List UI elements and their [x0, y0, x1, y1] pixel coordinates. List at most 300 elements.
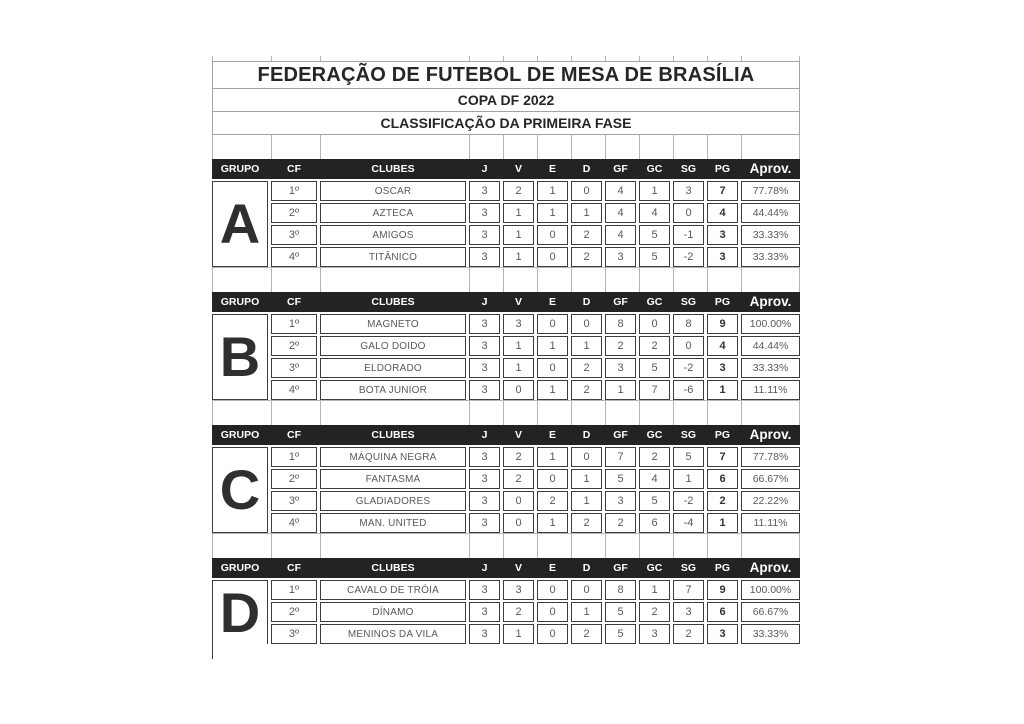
cell-gf: 3	[605, 247, 636, 267]
cell-gc: 3	[639, 624, 670, 644]
cell-gf: 1	[605, 380, 636, 400]
cell-v: 2	[503, 469, 534, 489]
col-header-aprov: Aprov.	[749, 294, 792, 309]
cell-cf: 4º	[271, 247, 317, 267]
cell-aprov: 77.78%	[741, 181, 800, 201]
cell-clube: OSCAR	[320, 181, 466, 201]
cell-gf: 3	[605, 358, 636, 378]
col-header-gc: GC	[646, 429, 663, 441]
cell-pg: 7	[707, 181, 738, 201]
gridline-tick	[741, 534, 800, 558]
group-c-header-row	[212, 425, 800, 445]
cell-gc: 1	[639, 181, 670, 201]
cell-gc: 5	[639, 247, 670, 267]
group-letter: B	[219, 325, 261, 388]
cell-d: 2	[571, 247, 602, 267]
gridline-tick	[469, 135, 500, 159]
cell-v: 3	[503, 314, 534, 334]
gridline-tick	[320, 401, 466, 425]
gridline-tick	[469, 401, 500, 425]
group-c-body	[212, 447, 800, 533]
group-letter: C	[219, 458, 261, 521]
gridline-tick	[707, 135, 738, 159]
cell-gf: 7	[605, 447, 636, 467]
gridline-tick	[212, 56, 268, 61]
cell-sg: -1	[673, 225, 704, 245]
cell-gf: 4	[605, 203, 636, 223]
cell-clube: MAN. UNITED	[320, 513, 466, 533]
cell-cf: 2º	[271, 203, 317, 223]
col-header-v: V	[514, 163, 522, 175]
col-header-d: D	[582, 562, 591, 574]
col-header-d: D	[582, 296, 591, 308]
col-header-v: V	[514, 296, 522, 308]
group-c-table	[212, 425, 800, 533]
col-header-j: J	[481, 163, 488, 175]
col-header-j: J	[481, 429, 488, 441]
cell-sg: -2	[673, 247, 704, 267]
cell-v: 1	[503, 203, 534, 223]
gridline-tick	[503, 268, 534, 292]
col-header-clubes: CLUBES	[371, 562, 415, 574]
cell-cf: 3º	[271, 358, 317, 378]
gridline-tick	[503, 401, 534, 425]
cell-gf: 8	[605, 580, 636, 600]
cell-e: 1	[537, 447, 568, 467]
cell-d: 1	[571, 336, 602, 356]
col-header-pg: PG	[714, 429, 731, 441]
cell-cf: 1º	[271, 447, 317, 467]
page-title: FEDERAÇÃO DE FUTEBOL DE MESA DE BRASÍLIA	[257, 63, 755, 86]
cell-clube: MAGNETO	[320, 314, 466, 334]
col-header-e: E	[548, 429, 556, 441]
group-letter-cell	[212, 580, 268, 644]
cell-gf: 5	[605, 602, 636, 622]
cell-sg: 0	[673, 203, 704, 223]
gridline-tick-row	[212, 267, 800, 292]
cell-d: 1	[571, 491, 602, 511]
gridline-tick-row	[212, 135, 800, 159]
cell-v: 0	[503, 380, 534, 400]
gridline-tick	[271, 135, 317, 159]
cell-clube: CAVALO DE TRÓIA	[320, 580, 466, 600]
page-subtitle-phase: CLASSIFICAÇÃO DA PRIMEIRA FASE	[213, 111, 799, 134]
gridline-tick	[537, 268, 568, 292]
group-a-header-row	[212, 159, 800, 179]
gridline-tick	[605, 135, 636, 159]
gridline-tick	[639, 135, 670, 159]
gridline-tick	[503, 56, 534, 61]
cell-aprov: 66.67%	[741, 602, 800, 622]
cell-e: 1	[537, 203, 568, 223]
col-header-j: J	[481, 296, 488, 308]
gridline-tick	[707, 56, 738, 61]
gridline-tick	[271, 56, 317, 61]
cell-sg: 3	[673, 181, 704, 201]
cell-sg: 1	[673, 469, 704, 489]
cell-j: 3	[469, 181, 500, 201]
col-header-clubes: CLUBES	[371, 163, 415, 175]
cell-sg: -2	[673, 358, 704, 378]
cell-gf: 2	[605, 513, 636, 533]
col-header-sg: SG	[680, 296, 697, 308]
cell-aprov: 33.33%	[741, 624, 800, 644]
cell-cf: 3º	[271, 624, 317, 644]
gridline-tick	[537, 135, 568, 159]
cell-v: 1	[503, 247, 534, 267]
cell-j: 3	[469, 580, 500, 600]
gridline-tick	[469, 56, 500, 61]
gridline-tick	[320, 135, 466, 159]
gridline-tick	[212, 268, 268, 292]
cell-v: 2	[503, 447, 534, 467]
cell-v: 1	[503, 358, 534, 378]
gridline-tick	[673, 534, 704, 558]
group-letter-cell	[212, 447, 268, 533]
gridline-tick	[639, 56, 670, 61]
cell-d: 2	[571, 380, 602, 400]
gridline-tick	[707, 401, 738, 425]
cell-gc: 4	[639, 469, 670, 489]
cell-gc: 0	[639, 314, 670, 334]
cell-gf: 3	[605, 491, 636, 511]
cell-pg: 1	[707, 513, 738, 533]
cell-pg: 6	[707, 469, 738, 489]
gridline-tick	[503, 534, 534, 558]
cell-j: 3	[469, 469, 500, 489]
gridline-tick	[537, 56, 568, 61]
cell-gc: 4	[639, 203, 670, 223]
cell-aprov: 11.11%	[741, 513, 800, 533]
gridline-tick	[741, 268, 800, 292]
gridline-tick	[320, 56, 466, 61]
col-header-sg: SG	[680, 562, 697, 574]
cell-clube: DÍNAMO	[320, 602, 466, 622]
cell-e: 1	[537, 181, 568, 201]
cell-gc: 5	[639, 358, 670, 378]
col-header-v: V	[514, 429, 522, 441]
gridline-tick	[673, 401, 704, 425]
cell-sg: 0	[673, 336, 704, 356]
gridline-tick	[571, 56, 602, 61]
title-block	[212, 61, 800, 135]
col-header-gf: GF	[613, 429, 628, 441]
group-d-header-row	[212, 558, 800, 578]
gridline-tick	[673, 56, 704, 61]
cell-e: 1	[537, 380, 568, 400]
cell-d: 0	[571, 181, 602, 201]
cell-sg: 8	[673, 314, 704, 334]
gridline-tick	[741, 56, 800, 61]
cell-pg: 3	[707, 624, 738, 644]
cell-e: 0	[537, 580, 568, 600]
cell-aprov: 33.33%	[741, 358, 800, 378]
cell-d: 1	[571, 203, 602, 223]
cell-v: 1	[503, 225, 534, 245]
col-header-cf: CF	[287, 163, 301, 175]
gridline-tick	[673, 268, 704, 292]
group-letter: D	[219, 580, 261, 644]
cell-sg: -2	[673, 491, 704, 511]
cell-pg: 7	[707, 447, 738, 467]
cell-v: 2	[503, 602, 534, 622]
cell-d: 2	[571, 358, 602, 378]
cell-sg: 2	[673, 624, 704, 644]
col-header-e: E	[548, 296, 556, 308]
cell-d: 0	[571, 580, 602, 600]
cell-j: 3	[469, 336, 500, 356]
cell-j: 3	[469, 491, 500, 511]
cell-e: 0	[537, 247, 568, 267]
cell-aprov: 44.44%	[741, 336, 800, 356]
col-header-gf: GF	[613, 296, 628, 308]
cell-aprov: 33.33%	[741, 247, 800, 267]
cell-cf: 2º	[271, 602, 317, 622]
cell-pg: 3	[707, 225, 738, 245]
gridline-tick	[537, 401, 568, 425]
gridline-tick	[639, 534, 670, 558]
gridline-tick	[503, 135, 534, 159]
gridline-tick	[271, 268, 317, 292]
col-header-aprov: Aprov.	[749, 161, 792, 176]
gridline-tick-row	[212, 533, 800, 558]
cell-clube: FANTASMA	[320, 469, 466, 489]
gridline-tick	[571, 135, 602, 159]
group-letter-cell	[212, 314, 268, 400]
cell-cf: 2º	[271, 336, 317, 356]
gridline-tick	[212, 135, 268, 159]
col-header-d: D	[582, 429, 591, 441]
col-header-gc: GC	[646, 163, 663, 175]
group-b-table	[212, 292, 800, 400]
gridline-tick	[212, 401, 268, 425]
cell-v: 0	[503, 513, 534, 533]
cell-e: 0	[537, 314, 568, 334]
cell-cf: 4º	[271, 513, 317, 533]
cell-pg: 4	[707, 203, 738, 223]
cell-e: 0	[537, 602, 568, 622]
col-header-gf: GF	[613, 163, 628, 175]
gridline-tick	[639, 401, 670, 425]
page-subtitle-competition: COPA DF 2022	[213, 88, 799, 111]
cell-j: 3	[469, 203, 500, 223]
cell-cf: 1º	[271, 181, 317, 201]
col-header-cf: CF	[287, 562, 301, 574]
col-header-clubes: CLUBES	[371, 296, 415, 308]
col-header-grupo: GRUPO	[220, 562, 260, 574]
gridline-tick	[605, 534, 636, 558]
col-header-gc: GC	[646, 562, 663, 574]
gridline-tick	[571, 268, 602, 292]
cell-clube: MENINOS DA VILA	[320, 624, 466, 644]
group-a-table	[212, 159, 800, 267]
cell-gc: 1	[639, 580, 670, 600]
cell-aprov: 100.00%	[741, 314, 800, 334]
cell-sg: 7	[673, 580, 704, 600]
col-header-e: E	[548, 163, 556, 175]
gridline-tick	[212, 534, 268, 558]
group-b-body	[212, 314, 800, 400]
cell-v: 1	[503, 624, 534, 644]
cell-d: 1	[571, 469, 602, 489]
cell-e: 1	[537, 513, 568, 533]
gridline-tick	[320, 534, 466, 558]
cell-gf: 5	[605, 624, 636, 644]
cell-j: 3	[469, 380, 500, 400]
gridline-tick	[571, 401, 602, 425]
cell-j: 3	[469, 624, 500, 644]
page-break-border	[212, 644, 214, 659]
col-header-aprov: Aprov.	[749, 427, 792, 442]
cell-j: 3	[469, 247, 500, 267]
cell-j: 3	[469, 225, 500, 245]
gridline-tick-row	[212, 400, 800, 425]
col-header-grupo: GRUPO	[220, 163, 260, 175]
col-header-d: D	[582, 163, 591, 175]
cell-aprov: 66.67%	[741, 469, 800, 489]
cell-aprov: 22.22%	[741, 491, 800, 511]
col-header-gf: GF	[613, 562, 628, 574]
group-d-body	[212, 580, 800, 644]
cell-clube: ELDORADO	[320, 358, 466, 378]
cell-aprov: 77.78%	[741, 447, 800, 467]
cell-pg: 4	[707, 336, 738, 356]
cell-gc: 6	[639, 513, 670, 533]
cell-d: 0	[571, 314, 602, 334]
cell-aprov: 33.33%	[741, 225, 800, 245]
gridline-tick	[537, 534, 568, 558]
cell-gc: 2	[639, 602, 670, 622]
cell-clube: BOTA JUNIOR	[320, 380, 466, 400]
cell-gc: 7	[639, 380, 670, 400]
cell-pg: 9	[707, 580, 738, 600]
col-header-grupo: GRUPO	[220, 429, 260, 441]
cell-gf: 4	[605, 225, 636, 245]
group-b-header-row	[212, 292, 800, 312]
cell-pg: 6	[707, 602, 738, 622]
cell-j: 3	[469, 602, 500, 622]
cell-clube: TITÂNICO	[320, 247, 466, 267]
cell-clube: AMIGOS	[320, 225, 466, 245]
gridline-tick	[605, 56, 636, 61]
cell-cf: 1º	[271, 580, 317, 600]
cell-v: 1	[503, 336, 534, 356]
cell-cf: 3º	[271, 491, 317, 511]
gridline-tick	[469, 268, 500, 292]
col-header-pg: PG	[714, 163, 731, 175]
cell-sg: -4	[673, 513, 704, 533]
cell-j: 3	[469, 513, 500, 533]
col-header-cf: CF	[287, 296, 301, 308]
cell-cf: 2º	[271, 469, 317, 489]
cell-e: 1	[537, 336, 568, 356]
gridline-tick	[707, 534, 738, 558]
cell-sg: 3	[673, 602, 704, 622]
cell-d: 2	[571, 624, 602, 644]
cell-gf: 4	[605, 181, 636, 201]
cell-j: 3	[469, 447, 500, 467]
cell-cf: 3º	[271, 225, 317, 245]
cell-gc: 2	[639, 447, 670, 467]
cell-gf: 5	[605, 469, 636, 489]
cell-pg: 2	[707, 491, 738, 511]
gridline-tick	[320, 268, 466, 292]
gridline-tick	[271, 401, 317, 425]
cell-v: 2	[503, 181, 534, 201]
cell-gf: 2	[605, 336, 636, 356]
cell-sg: -6	[673, 380, 704, 400]
cell-e: 0	[537, 358, 568, 378]
cell-cf: 1º	[271, 314, 317, 334]
cell-cf: 4º	[271, 380, 317, 400]
gridline-tick	[605, 401, 636, 425]
cell-e: 0	[537, 225, 568, 245]
gridline-tick-row	[212, 56, 800, 61]
cell-pg: 3	[707, 247, 738, 267]
cell-j: 3	[469, 314, 500, 334]
group-d-table	[212, 558, 800, 644]
document-page	[212, 56, 800, 644]
col-header-gc: GC	[646, 296, 663, 308]
col-header-j: J	[481, 562, 488, 574]
cell-clube: AZTECA	[320, 203, 466, 223]
cell-d: 2	[571, 513, 602, 533]
col-header-sg: SG	[680, 163, 697, 175]
col-header-cf: CF	[287, 429, 301, 441]
cell-aprov: 44.44%	[741, 203, 800, 223]
col-header-pg: PG	[714, 562, 731, 574]
cell-aprov: 100.00%	[741, 580, 800, 600]
group-a-body	[212, 181, 800, 267]
col-header-aprov: Aprov.	[749, 560, 792, 575]
cell-clube: GLADIADORES	[320, 491, 466, 511]
col-header-e: E	[548, 562, 556, 574]
col-header-v: V	[514, 562, 522, 574]
gridline-tick	[741, 135, 800, 159]
group-letter-cell	[212, 181, 268, 267]
cell-sg: 5	[673, 447, 704, 467]
gridline-tick	[639, 268, 670, 292]
cell-d: 1	[571, 602, 602, 622]
cell-v: 0	[503, 491, 534, 511]
cell-pg: 9	[707, 314, 738, 334]
cell-gc: 5	[639, 491, 670, 511]
gridline-tick	[741, 401, 800, 425]
gridline-tick	[707, 268, 738, 292]
col-header-pg: PG	[714, 296, 731, 308]
cell-d: 2	[571, 225, 602, 245]
cell-v: 3	[503, 580, 534, 600]
gridline-tick	[673, 135, 704, 159]
col-header-clubes: CLUBES	[371, 429, 415, 441]
cell-gc: 2	[639, 336, 670, 356]
gridline-tick	[469, 534, 500, 558]
cell-e: 0	[537, 624, 568, 644]
gridline-tick	[605, 268, 636, 292]
cell-gf: 8	[605, 314, 636, 334]
gridline-tick	[271, 534, 317, 558]
cell-d: 0	[571, 447, 602, 467]
col-header-sg: SG	[680, 429, 697, 441]
cell-clube: GALO DOIDO	[320, 336, 466, 356]
gridline-tick	[571, 534, 602, 558]
col-header-grupo: GRUPO	[220, 296, 260, 308]
cell-gc: 5	[639, 225, 670, 245]
cell-clube: MÁQUINA NEGRA	[320, 447, 466, 467]
cell-aprov: 11.11%	[741, 380, 800, 400]
group-letter: A	[219, 192, 261, 255]
cell-pg: 3	[707, 358, 738, 378]
